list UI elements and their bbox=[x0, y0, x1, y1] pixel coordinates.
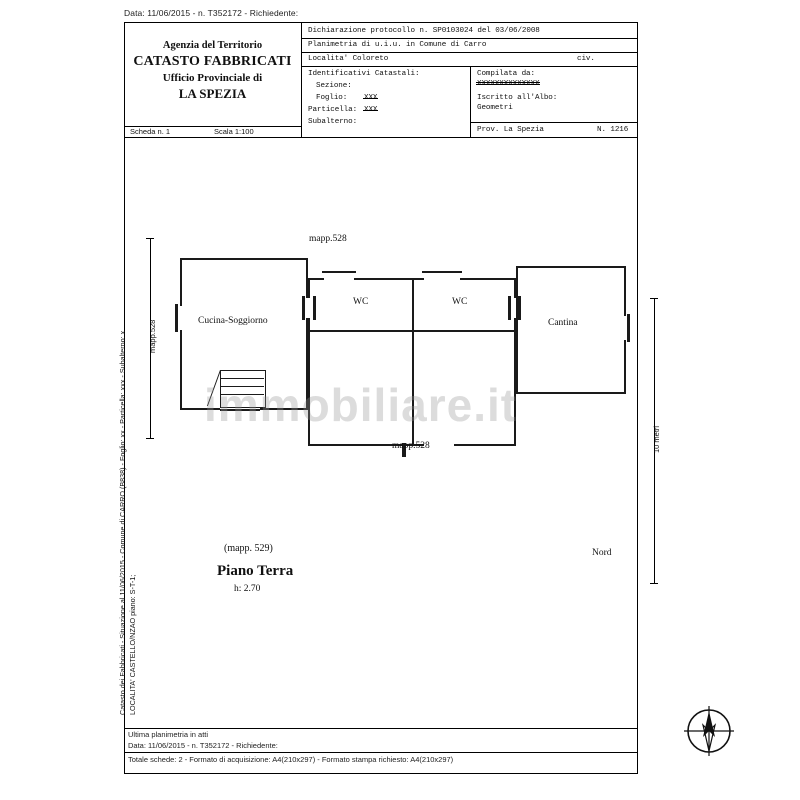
scale-label: Scala 1:100 bbox=[214, 127, 254, 136]
right-measure-tick-bottom bbox=[650, 583, 658, 584]
central-top-lintel-1 bbox=[322, 271, 356, 273]
iscritto-label: Iscritto all'Albo: bbox=[477, 94, 558, 102]
agency-header-box bbox=[124, 22, 302, 138]
wc-divider-wall bbox=[412, 280, 414, 330]
central-door-left-jamb2 bbox=[313, 296, 316, 320]
central-top-opening-2 bbox=[424, 275, 460, 280]
hdr-vertical-divider bbox=[470, 66, 471, 138]
room-cantina-label: Cantina bbox=[548, 318, 578, 328]
subalterno-label: Subalterno: bbox=[308, 118, 358, 126]
sezione-label: Sezione: bbox=[316, 82, 352, 90]
prov-label: Prov. La Spezia bbox=[477, 126, 544, 134]
foglio-value: XXX bbox=[364, 94, 378, 102]
watermark-text: immobiliare.it bbox=[204, 379, 518, 431]
central-door-right-jamb bbox=[508, 296, 511, 320]
central-door-left-gap bbox=[306, 298, 311, 318]
planimetry-line: Planimetria di u.i.u. in Comune di Carro bbox=[308, 41, 487, 49]
hdr-rule-2 bbox=[302, 52, 638, 53]
room-cantina-outline bbox=[516, 266, 626, 394]
locality-line: Localita' Coloreto bbox=[308, 55, 389, 63]
numero-label: N. 1216 bbox=[597, 126, 629, 134]
vertical-cadastral-text: Catasto dei Fabbricati - Situazione al 11/06/2015 - Comune di CARRO (B838) - Foglio: xx - Particella: xxx - Subalterno: x bbox=[118, 330, 127, 715]
compilata-value: XXXXXXXXXXXXXX bbox=[477, 80, 540, 88]
room-wc2-label: WC bbox=[452, 297, 468, 307]
office-city: LA SPEZIA bbox=[178, 86, 247, 101]
top-request-note: Data: 11/06/2015 - n. T352172 - Richiedente: bbox=[124, 8, 299, 18]
compass-icon bbox=[681, 703, 737, 759]
cucina-door-left-jamb bbox=[175, 304, 178, 332]
scheda-row bbox=[124, 126, 302, 138]
office-label: Ufficio Provinciale di bbox=[162, 72, 263, 84]
foglio-label: Foglio: bbox=[316, 94, 348, 102]
footer-divider-1 bbox=[124, 728, 638, 729]
compilata-label: Compilata da: bbox=[477, 70, 535, 78]
mapp-top-label: mapp.528 bbox=[309, 234, 347, 244]
floor-height: h: 2.70 bbox=[234, 584, 261, 594]
footer-divider-2 bbox=[124, 752, 638, 753]
cadastral-ids-title: Identificativi Catastali: bbox=[308, 70, 420, 78]
right-measure-label: 10 metri bbox=[652, 425, 661, 453]
footer-line-1: Ultima planimetria in atti bbox=[128, 730, 209, 739]
right-measure-tick-top bbox=[650, 298, 658, 299]
central-door-left-jamb bbox=[302, 296, 305, 320]
footer-line-2: Data: 11/06/2015 - n. T352172 - Richiedente: bbox=[128, 741, 278, 750]
iscritto-value: Geometri bbox=[477, 104, 513, 112]
agency-name: Agenzia del Territorio bbox=[162, 40, 263, 51]
footer-line-3: Totale schede: 2 - Formato di acquisizione: A4(210x297) - Formato stampa richiesto: A4(210x297) bbox=[128, 755, 454, 764]
floor-plan-drawing bbox=[124, 138, 661, 728]
catasto-title: CATASTO FABBRICATI bbox=[133, 54, 292, 69]
floor-title: Piano Terra bbox=[217, 563, 294, 579]
left-measure-tick-top bbox=[146, 238, 154, 239]
left-measure-tick-bottom bbox=[146, 438, 154, 439]
mapp-529-label: (mapp. 529) bbox=[224, 543, 273, 554]
hdr-rule-1 bbox=[302, 38, 638, 39]
hdr-rule-4 bbox=[470, 122, 638, 123]
particella-value: XXX bbox=[364, 106, 378, 114]
mapp-bottom-label: mapp.528 bbox=[392, 441, 430, 451]
vertical-locality-text: LOCALITA' CASTELLO/NZAO piano: S-T-1; bbox=[128, 574, 137, 715]
declaration-header-box bbox=[302, 22, 638, 138]
cantina-window-jamb bbox=[627, 314, 630, 342]
nord-label: Nord bbox=[592, 548, 612, 558]
declaration-protocol: Dichiarazione protocollo n. SP0103024 del 03/06/2008 bbox=[308, 27, 540, 35]
room-wc1-label: WC bbox=[353, 297, 369, 307]
scheda-number: Scheda n. 1 bbox=[130, 127, 171, 136]
cucina-door-left-gap bbox=[178, 306, 183, 330]
room-cucina-label: Cucina-Soggiorno bbox=[198, 316, 268, 326]
left-measure-label: mapp.528 bbox=[148, 319, 157, 353]
central-top-lintel-2 bbox=[422, 271, 462, 273]
civ-label: civ. bbox=[577, 55, 595, 63]
particella-label: Particella: bbox=[308, 106, 358, 114]
central-top-opening-1 bbox=[324, 275, 354, 280]
